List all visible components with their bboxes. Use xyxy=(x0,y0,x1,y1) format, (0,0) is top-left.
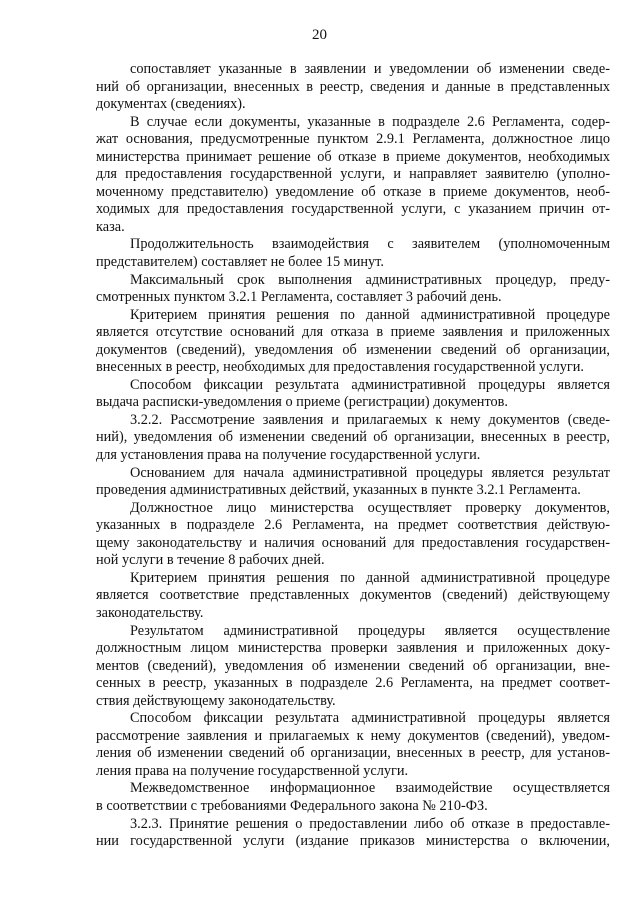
text-line: ходимых для предоставления государственной услуги, с указанием причин от- xyxy=(96,201,610,218)
text-line: выдача расписки-уведомления о приеме (регистрации) документов. xyxy=(96,394,508,411)
paragraph xyxy=(96,816,610,851)
text-line: сопоставляет указанные в заявлении и уведомлении об изменении сведе- xyxy=(130,61,610,77)
text-line: жат основания, предусмотренные пунктом 2.9.1 Регламента, должностное лицо xyxy=(96,131,610,148)
text-line: представителем) составляет не более 15 минут. xyxy=(96,254,384,271)
paragraph xyxy=(96,465,610,500)
text-line: Критерием принятия решения по данной административной процедуре xyxy=(130,569,610,586)
text-line: Результатом административной процедуры является осуществление xyxy=(130,622,610,639)
text-line: щему законодательству и наличия оснований для предоставления государствен- xyxy=(96,534,610,551)
paragraph xyxy=(96,377,610,412)
text-line: Способом фиксации результата административной процедуры является xyxy=(130,710,610,727)
text-line: министерства принимает решение об отказе в приеме документов, необходимых xyxy=(96,148,610,165)
text-line: ной услуги в течение 8 рабочих дней. xyxy=(96,552,325,569)
text-line: Должностное лицо министерства осуществляет проверку документов, xyxy=(130,499,610,516)
text-line: ления об изменении сведений об организации, внесенных в реестр, для установ- xyxy=(96,745,610,762)
text-line: для предоставления государственной услуги, и направляет заявителю (уполно- xyxy=(96,166,610,183)
text-line: ментов (сведений), уведомления об изменении сведений об организации, вне- xyxy=(96,657,610,674)
text-line: рассмотрение заявления и прилагаемых к нему документов (сведений), уведом- xyxy=(96,727,610,744)
paragraph xyxy=(96,570,610,623)
text-line: ствия действующему законодательству. xyxy=(96,692,336,709)
text-line: является соответствие представленных документов (сведений) действующему xyxy=(96,587,610,604)
text-line: внесенных в реестр, необходимых для предоставления государственной услуги. xyxy=(96,359,584,376)
text-line: моченному представителю) уведомление об отказе в приеме документов, необ- xyxy=(96,183,610,200)
paragraph xyxy=(96,500,610,570)
text-line: ления права на получение государственной услуги. xyxy=(96,762,409,779)
paragraph xyxy=(96,307,610,377)
text-line: смотренных пунктом 3.2.1 Регламента, составляет 3 рабочий день. xyxy=(96,289,502,306)
text-line: ний), уведомления об изменении сведений об организации, внесенных в реестр, xyxy=(96,429,610,446)
paragraph xyxy=(96,236,610,271)
text-line: документов (сведений), уведомления об изменении сведений об организации, xyxy=(96,341,610,358)
paragraph xyxy=(96,272,610,307)
paragraph xyxy=(96,412,610,465)
text-line: Способом фиксации результата административной процедуры является xyxy=(130,376,610,393)
text-line: 3.2.2. Рассмотрение заявления и прилагаемых к нему документов (сведе- xyxy=(130,411,610,428)
paragraph xyxy=(96,710,610,780)
text-line: Критерием принятия решения по данной административной процедуре xyxy=(130,306,610,323)
document-body xyxy=(96,61,610,851)
text-line: 3.2.3. Принятие решения о предоставлении либо об отказе в предоставле- xyxy=(130,815,610,832)
text-line: Максимальный срок выполнения административных процедур, преду- xyxy=(130,271,610,288)
text-line: должностным лицом министерства проверки заявления и приложенных доку- xyxy=(96,640,610,657)
text-line: сенных в реестр, указанных в подразделе 2.6 Регламента, на предмет соответ- xyxy=(96,675,610,692)
text-line: Продолжительность взаимодействия с заявителем (уполномоченным xyxy=(130,236,610,253)
paragraph xyxy=(96,114,610,237)
text-line: для установления права на получение государственной услуги. xyxy=(96,447,481,464)
text-line: В случае если документы, указанные в подразделе 2.6 Регламента, содер- xyxy=(130,113,610,130)
paragraph xyxy=(96,780,610,815)
text-line: Межведомственное информационное взаимодействие осуществляется xyxy=(130,780,610,797)
text-line: документах (сведениях). xyxy=(96,96,246,113)
text-line: проведения административных действий, указанных в пункте 3.2.1 Регламента. xyxy=(96,482,581,499)
page-number: 20 xyxy=(312,27,327,43)
text-line: каза. xyxy=(96,218,125,235)
text-line: нии государственной услуги (издание приказов министерства о включении, xyxy=(96,833,610,850)
paragraph xyxy=(96,623,610,711)
text-line: ний об организации, внесенных в реестр, сведения и данные в представленных xyxy=(96,78,610,95)
text-line: является отсутствие оснований для отказа в приеме заявления и приложенных xyxy=(96,324,610,341)
text-line: в соответствии с требованиями Федерального закона № 210-ФЗ. xyxy=(96,797,488,814)
text-line: законодательству. xyxy=(96,604,204,621)
text-line: указанных в подразделе 2.6 Регламента, на предмет соответствия действую- xyxy=(96,517,610,534)
text-line: Основанием для начала административной процедуры является результат xyxy=(130,464,610,481)
paragraph xyxy=(96,61,610,114)
